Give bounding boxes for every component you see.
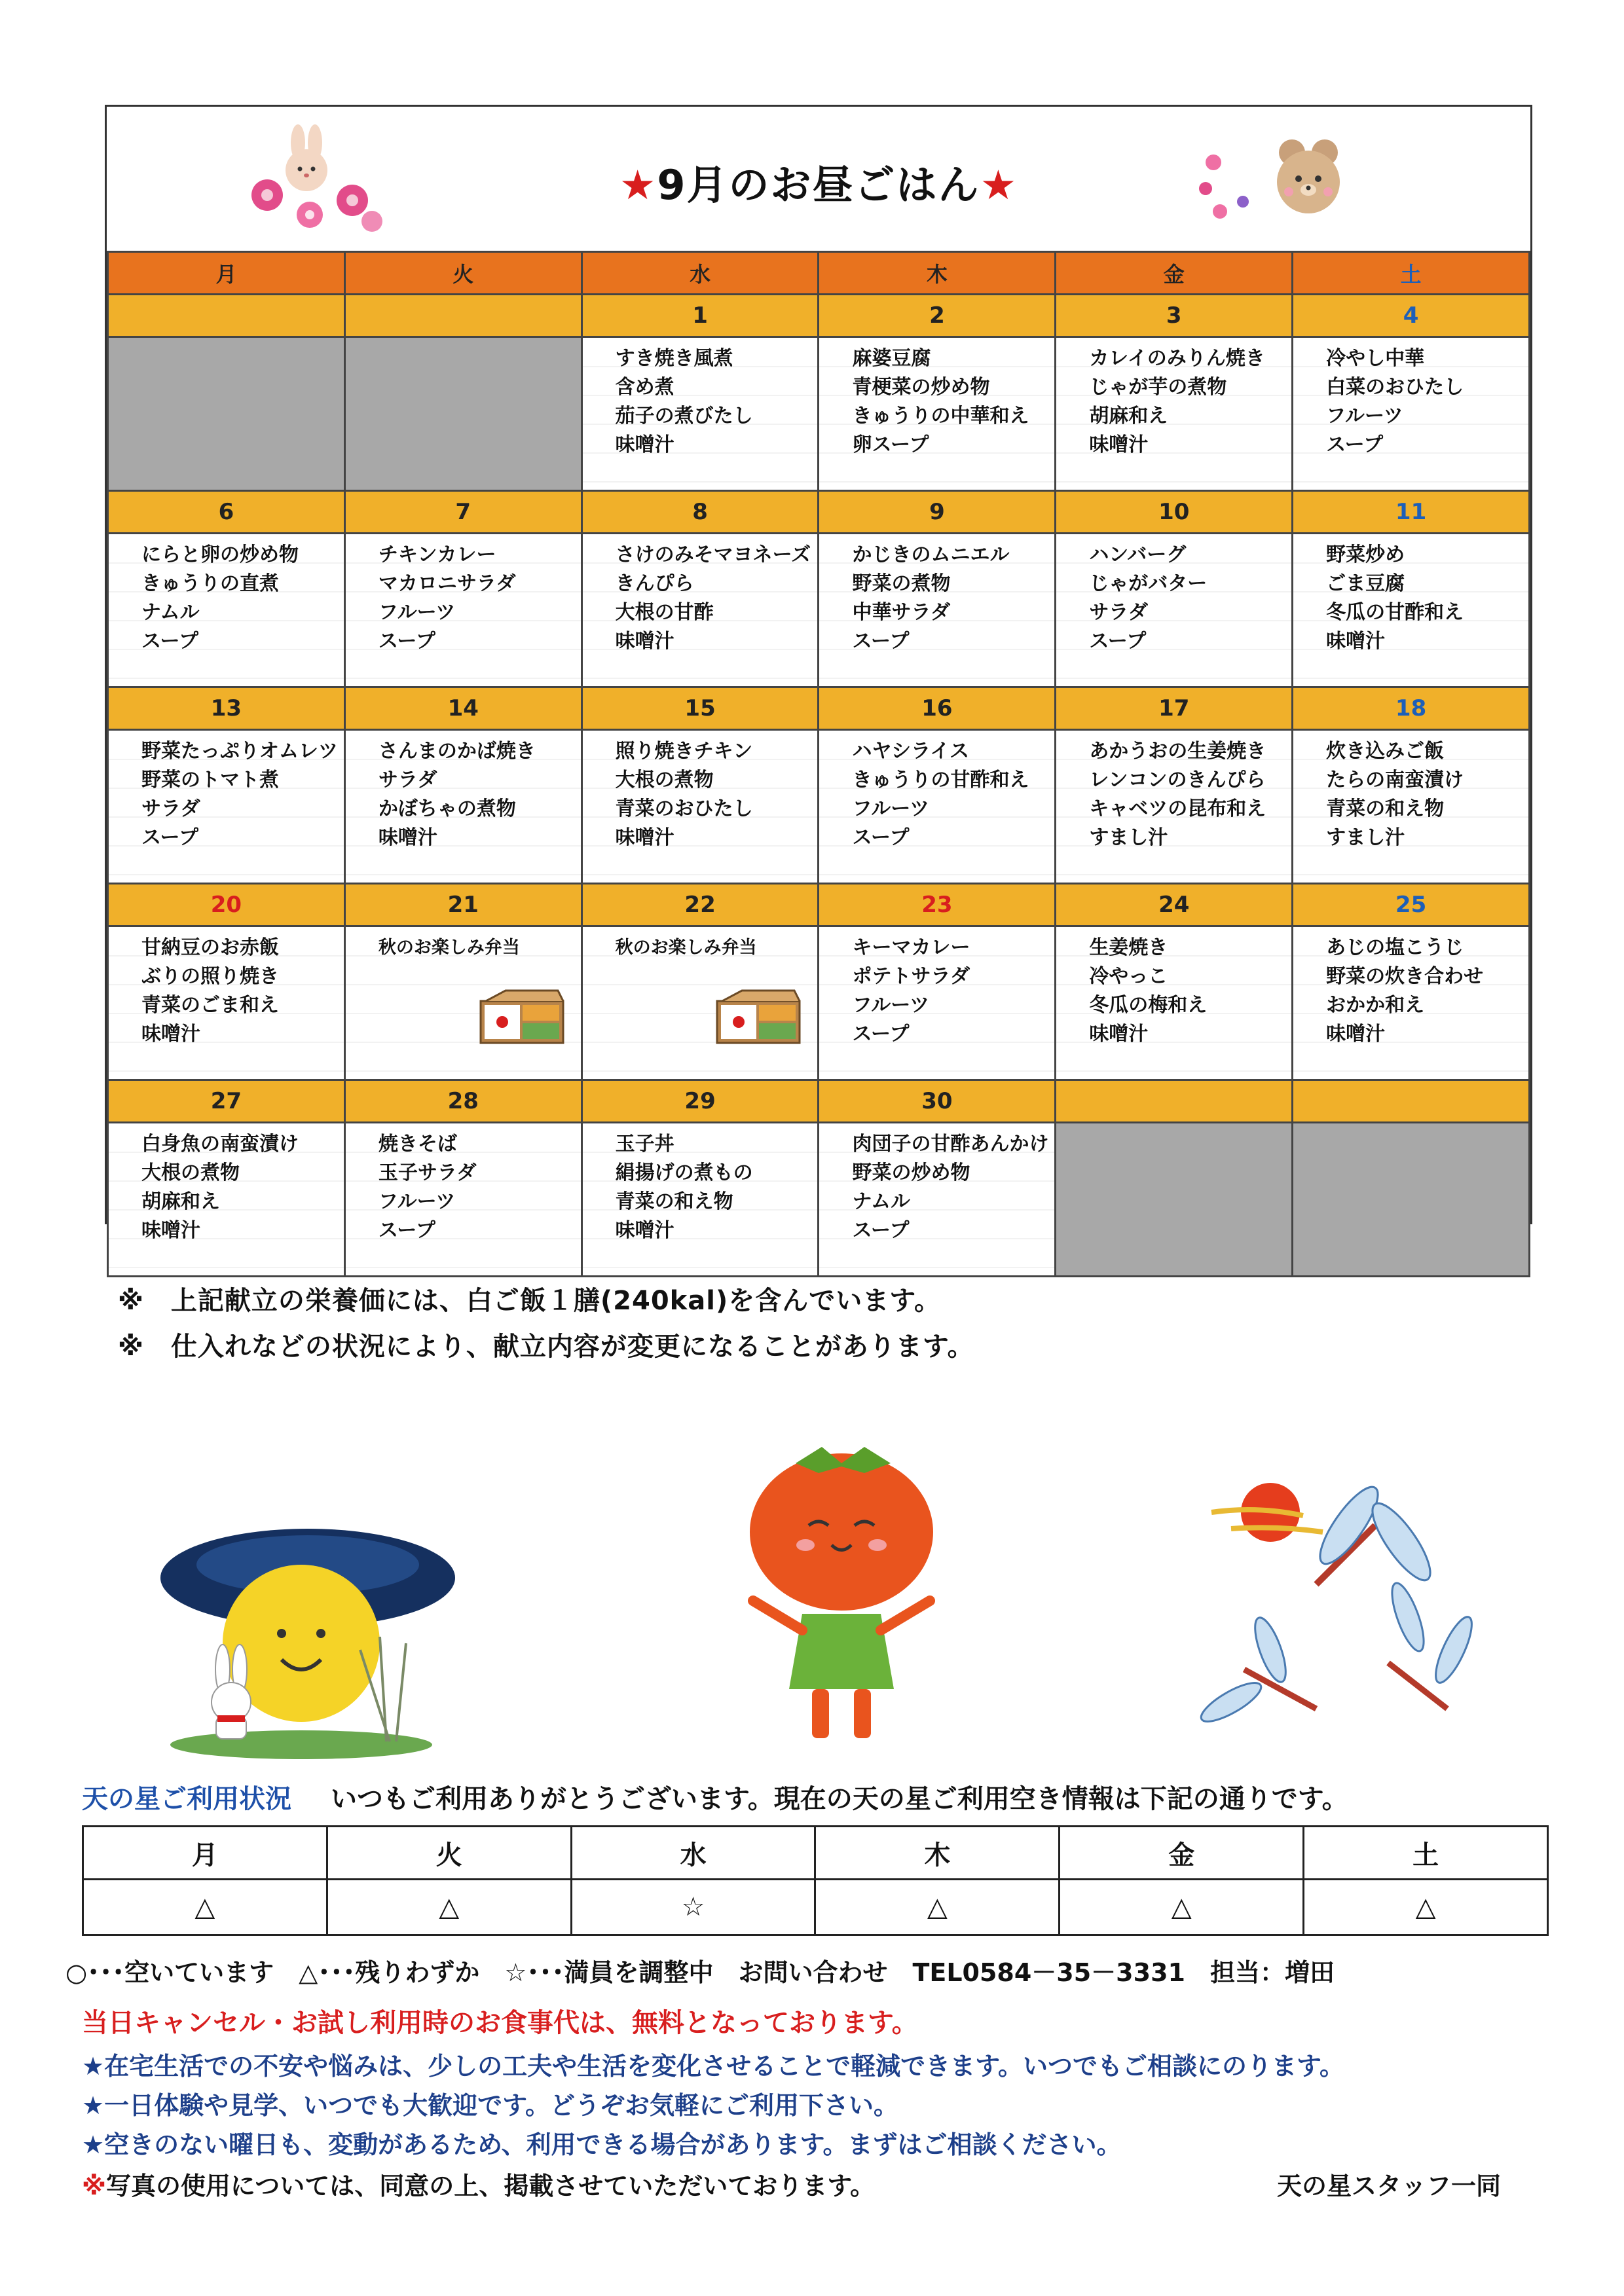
weekday-sat: 土: [1293, 252, 1530, 295]
usage-heading-line: [82, 1778, 1348, 1815]
meal-row: [108, 337, 1530, 491]
date-row: [108, 1080, 1530, 1123]
usage-day: 火: [327, 1827, 571, 1880]
usage-legend: ○･･･空いています △･･･残りわずか ☆･･･満員を調整中 お問い合わせ TEL0584－35－3331 担当：増田: [65, 1958, 1335, 1987]
date-cell: 9: [819, 491, 1056, 534]
date-cell: 11: [1293, 491, 1530, 534]
meal-item: キーマカレー: [852, 936, 970, 959]
usage-status-row: [83, 1880, 1548, 1935]
meal-item: 味噌汁: [615, 630, 674, 653]
meal-item: スープ: [141, 630, 198, 653]
usage-status: △: [1060, 1880, 1304, 1935]
date-row: [108, 884, 1530, 926]
meal-item: あかうおの生姜焼き: [1089, 740, 1266, 763]
meal-item: スープ: [852, 826, 910, 849]
meal-item: すき焼き風煮: [615, 347, 733, 370]
meal-item: 野菜炒め: [1326, 543, 1405, 566]
usage-status: △: [815, 1880, 1060, 1935]
usage-day: 土: [1304, 1827, 1548, 1880]
date-cell: 22: [581, 884, 819, 926]
meal-item: 味噌汁: [1089, 433, 1149, 456]
date-cell: 7: [344, 491, 581, 534]
meal-item: 野菜の炒め物: [852, 1161, 970, 1184]
meal-item: 焼きそば: [378, 1133, 457, 1156]
meal-item: スープ: [852, 630, 910, 653]
weekday-header-row: [108, 252, 1530, 295]
meal-cell: [1293, 926, 1530, 1080]
meal-item: じゃが芋の煮物: [1089, 376, 1227, 399]
date-cell: 21: [344, 884, 581, 926]
meal-item: 絹揚げの煮もの: [615, 1161, 753, 1184]
meal-item: ハヤシライス: [852, 740, 969, 763]
meal-cell: [1293, 534, 1530, 687]
meal-item: スープ: [141, 826, 198, 849]
meal-cell: [581, 1123, 819, 1277]
meal-item: 味噌汁: [378, 826, 437, 849]
meal-cell: [1056, 926, 1293, 1080]
meal-item: きゅうりの中華和え: [852, 405, 1029, 428]
meal-item: ぶりの照り焼き: [141, 965, 279, 988]
date-cell: 30: [819, 1080, 1056, 1123]
meal-item: フルーツ: [1326, 405, 1403, 428]
date-cell: [1056, 1080, 1293, 1123]
title-star-icon: ★: [980, 161, 1018, 209]
usage-status: △: [1304, 1880, 1548, 1935]
footer-consult: ★在宅生活での不安や悩みは、少しの工夫や生活を変化させることで軽減できます。いつでもご相談にのります。: [82, 2052, 1344, 2081]
meal-item: 玉子サラダ: [378, 1161, 477, 1184]
meal-item: スープ: [1326, 433, 1384, 456]
meal-row: [108, 534, 1530, 687]
meal-item: 胡麻和え: [141, 1190, 220, 1213]
meal-cell: [1293, 1123, 1530, 1277]
meal-item: サラダ: [1089, 601, 1149, 624]
meal-item: すまし汁: [1089, 826, 1168, 849]
title-star-icon: ★: [619, 161, 657, 209]
date-cell: 4: [1293, 295, 1530, 337]
meal-row: [108, 926, 1530, 1080]
meal-item: 大根の煮物: [615, 769, 714, 792]
meal-item: にらと卵の炒め物: [141, 543, 299, 566]
meal-item: おかか和え: [1326, 994, 1425, 1017]
meal-item: 白菜のおひたし: [1326, 376, 1464, 399]
meal-item: 味噌汁: [1326, 1023, 1386, 1046]
usage-status-table: [82, 1825, 1549, 1936]
date-cell: [344, 295, 581, 337]
weekday-fri: 金: [1056, 252, 1293, 295]
note-menu-change: ※ 仕入れなどの状況により、献立内容が変更になることがあります。: [118, 1332, 974, 1362]
bento-box-icon: [716, 989, 801, 1044]
meal-item: フルーツ: [852, 797, 930, 820]
meal-item: 青梗菜の炒め物: [852, 376, 990, 399]
meal-item: 青菜の和え物: [1326, 797, 1445, 820]
meal-item: すまし汁: [1326, 826, 1405, 849]
date-cell: 25: [1293, 884, 1530, 926]
meal-cell: [581, 337, 819, 491]
meal-cell: [581, 534, 819, 687]
meal-row: [108, 1123, 1530, 1277]
meal-item: 青菜の和え物: [615, 1190, 733, 1213]
usage-status: ☆: [571, 1880, 815, 1935]
usage-status: △: [83, 1880, 327, 1935]
meal-cell: [1056, 337, 1293, 491]
meal-item: 炊き込みご飯: [1326, 740, 1445, 763]
meal-item: フルーツ: [852, 994, 930, 1017]
meal-cell: [344, 337, 581, 491]
meal-item: キャベツの昆布和え: [1089, 797, 1266, 820]
meal-item: 胡麻和え: [1089, 405, 1168, 428]
meal-item: たらの南蛮漬け: [1326, 769, 1464, 792]
weekday-tue: 火: [344, 252, 581, 295]
meal-cell: [819, 926, 1056, 1080]
date-cell: 14: [344, 687, 581, 730]
weekday-mon: 月: [108, 252, 345, 295]
meal-cell: [1293, 337, 1530, 491]
meal-cell: [108, 337, 345, 491]
usage-day: 水: [571, 1827, 815, 1880]
date-cell: [1293, 1080, 1530, 1123]
date-cell: 23: [819, 884, 1056, 926]
meal-item: ポテトサラダ: [852, 965, 970, 988]
usage-day: 木: [815, 1827, 1060, 1880]
meal-item: ハンバーグ: [1089, 543, 1187, 566]
meal-item: かじきのムニエル: [852, 543, 1010, 566]
meal-item: さんまのかば焼き: [378, 740, 536, 763]
meal-item: 麻婆豆腐: [852, 347, 931, 370]
meal-item: 肉団子の甘酢あんかけ: [852, 1133, 1049, 1156]
meal-item: 卵スープ: [852, 433, 929, 456]
meal-cell: [108, 730, 345, 884]
meal-item: 青菜のおひたし: [615, 797, 753, 820]
meal-item: 大根の煮物: [141, 1161, 240, 1184]
usage-day: 金: [1060, 1827, 1304, 1880]
meal-item: マカロニサラダ: [378, 572, 516, 595]
meal-cell: [1056, 534, 1293, 687]
meal-item: サラダ: [378, 769, 437, 792]
meal-cell: [344, 1123, 581, 1277]
meal-item: ナムル: [141, 601, 200, 624]
date-cell: 20: [108, 884, 345, 926]
menu-calendar-table: [107, 251, 1530, 1277]
meal-item: 味噌汁: [141, 1219, 200, 1242]
meal-item: 生姜焼き: [1089, 936, 1168, 959]
meal-item: 照り焼きチキン: [615, 740, 753, 763]
date-cell: [108, 295, 345, 337]
meal-item: 味噌汁: [1326, 630, 1386, 653]
meal-cell: [581, 730, 819, 884]
meal-item: ナムル: [852, 1190, 910, 1213]
meal-cell: [819, 730, 1056, 884]
meal-item: 味噌汁: [141, 1023, 200, 1046]
footer-free-meal: 当日キャンセル・お試し利用時のお食事代は、無料となっております。: [82, 2008, 918, 2038]
meal-item: じゃがバター: [1089, 572, 1208, 595]
meal-item: 野菜たっぷりオムレツ: [141, 740, 338, 763]
footer-availability: ★空きのない曜日も、変動があるため、利用できる場合があります。まずはご相談ください。: [82, 2130, 1122, 2159]
meal-cell: [1056, 730, 1293, 884]
date-cell: 28: [344, 1080, 581, 1123]
meal-item: きんぴら: [615, 572, 694, 595]
meal-item: チキンカレー: [378, 543, 496, 566]
weekday-thu: 木: [819, 252, 1056, 295]
lunch-menu-calendar: [105, 105, 1532, 1242]
usage-message: いつもご利用ありがとうございます。現在の天の星ご利用空き情報は下記の通りです。: [331, 1784, 1348, 1814]
dragonflies-with-sun-icon: [1192, 1480, 1473, 1761]
date-cell: 2: [819, 295, 1056, 337]
date-cell: 27: [108, 1080, 345, 1123]
meal-item: スープ: [378, 630, 435, 653]
photo-note-text: 写真の使用については、同意の上、掲載させていただいております。: [105, 2172, 876, 2200]
meal-item: 味噌汁: [615, 1219, 674, 1242]
meal-cell: [108, 534, 345, 687]
meal-cell: [819, 1123, 1056, 1277]
meal-item: サラダ: [141, 797, 200, 820]
meal-item: きゅうりの直煮: [141, 572, 279, 595]
meal-item: 大根の甘酢: [615, 601, 714, 624]
date-row: [108, 491, 1530, 534]
persimmon-character-icon: [733, 1434, 950, 1755]
meal-item: 冷やっこ: [1089, 965, 1168, 988]
note-nutrition: ※ 上記献立の栄養価には、白ご飯１膳(240kal)を含んでいます。: [118, 1286, 942, 1316]
meal-item: 中華サラダ: [852, 601, 951, 624]
full-moon-with-rabbit-icon: [157, 1506, 458, 1768]
date-cell: 29: [581, 1080, 819, 1123]
meal-row: [108, 730, 1530, 884]
date-cell: 17: [1056, 687, 1293, 730]
meal-item: 冬瓜の梅和え: [1089, 994, 1208, 1017]
meal-cell: [819, 534, 1056, 687]
meal-item: 味噌汁: [1089, 1023, 1149, 1046]
meal-item: 野菜のトマト煮: [141, 769, 279, 792]
weekday-wed: 水: [581, 252, 819, 295]
meal-cell: [108, 1123, 345, 1277]
meal-item: 甘納豆のお赤飯: [141, 936, 279, 959]
meal-cell: [344, 926, 581, 1080]
footer-visit: ★一日体験や見学、いつでも大歓迎です。どうぞお気軽にご利用下さい。: [82, 2091, 899, 2120]
meal-item: 冷やし中華: [1326, 347, 1425, 370]
date-cell: 18: [1293, 687, 1530, 730]
meal-item: きゅうりの甘酢和え: [852, 769, 1029, 792]
meal-item: ごま豆腐: [1326, 572, 1405, 595]
meal-cell: [344, 534, 581, 687]
meal-item: 茄子の煮びたし: [615, 405, 753, 428]
meal-cell: [344, 730, 581, 884]
bento-box-icon: [479, 989, 564, 1044]
meal-cell: [108, 926, 345, 1080]
meal-item: フルーツ: [378, 1190, 456, 1213]
date-cell: 10: [1056, 491, 1293, 534]
meal-item: レンコンのきんぴら: [1089, 769, 1266, 792]
date-row: [108, 295, 1530, 337]
meal-item: 秋のお楽しみ弁当: [378, 938, 520, 958]
usage-day: 月: [83, 1827, 327, 1880]
date-cell: 13: [108, 687, 345, 730]
footer-signature: 天の星スタッフ一同: [1277, 2172, 1502, 2200]
meal-item: 野菜の炊き合わせ: [1326, 965, 1484, 988]
meal-item: 白身魚の南蛮漬け: [141, 1133, 299, 1156]
meal-cell: [1056, 1123, 1293, 1277]
meal-cell: [819, 337, 1056, 491]
meal-item: 秋のお楽しみ弁当: [615, 938, 757, 958]
meal-item: 野菜の煮物: [852, 572, 951, 595]
usage-heading: 天の星ご利用状況: [82, 1784, 291, 1814]
date-row: [108, 687, 1530, 730]
meal-item: かぼちゃの煮物: [378, 797, 516, 820]
date-cell: 3: [1056, 295, 1293, 337]
meal-cell: [1293, 730, 1530, 884]
date-cell: 24: [1056, 884, 1293, 926]
meal-item: カレイのみりん焼き: [1089, 347, 1265, 370]
date-cell: 6: [108, 491, 345, 534]
usage-status: △: [327, 1880, 571, 1935]
meal-item: 味噌汁: [615, 433, 674, 456]
date-cell: 15: [581, 687, 819, 730]
bear-with-flowers-icon: [1194, 123, 1344, 234]
date-cell: 16: [819, 687, 1056, 730]
meal-item: 冬瓜の甘酢和え: [1326, 601, 1464, 624]
meal-item: スープ: [852, 1219, 910, 1242]
meal-cell: [581, 926, 819, 1080]
meal-item: 玉子丼: [615, 1133, 674, 1156]
meal-item: 青菜のごま和え: [141, 994, 279, 1017]
meal-item: スープ: [1089, 630, 1147, 653]
photo-note-mark: ※: [82, 2172, 106, 2200]
meal-item: フルーツ: [378, 601, 456, 624]
meal-item: 含め煮: [615, 376, 674, 399]
meal-item: スープ: [378, 1219, 435, 1242]
meal-item: スープ: [852, 1023, 910, 1046]
meal-item: さけのみそマヨネーズ: [615, 543, 811, 566]
date-cell: 8: [581, 491, 819, 534]
meal-item: 味噌汁: [615, 826, 674, 849]
meal-item: あじの塩こうじ: [1326, 936, 1464, 959]
date-cell: 1: [581, 295, 819, 337]
usage-days-row: [83, 1827, 1548, 1880]
menu-title-text: 9月のお昼ごはん: [657, 161, 980, 209]
footer-photo-note: [82, 2166, 875, 2202]
